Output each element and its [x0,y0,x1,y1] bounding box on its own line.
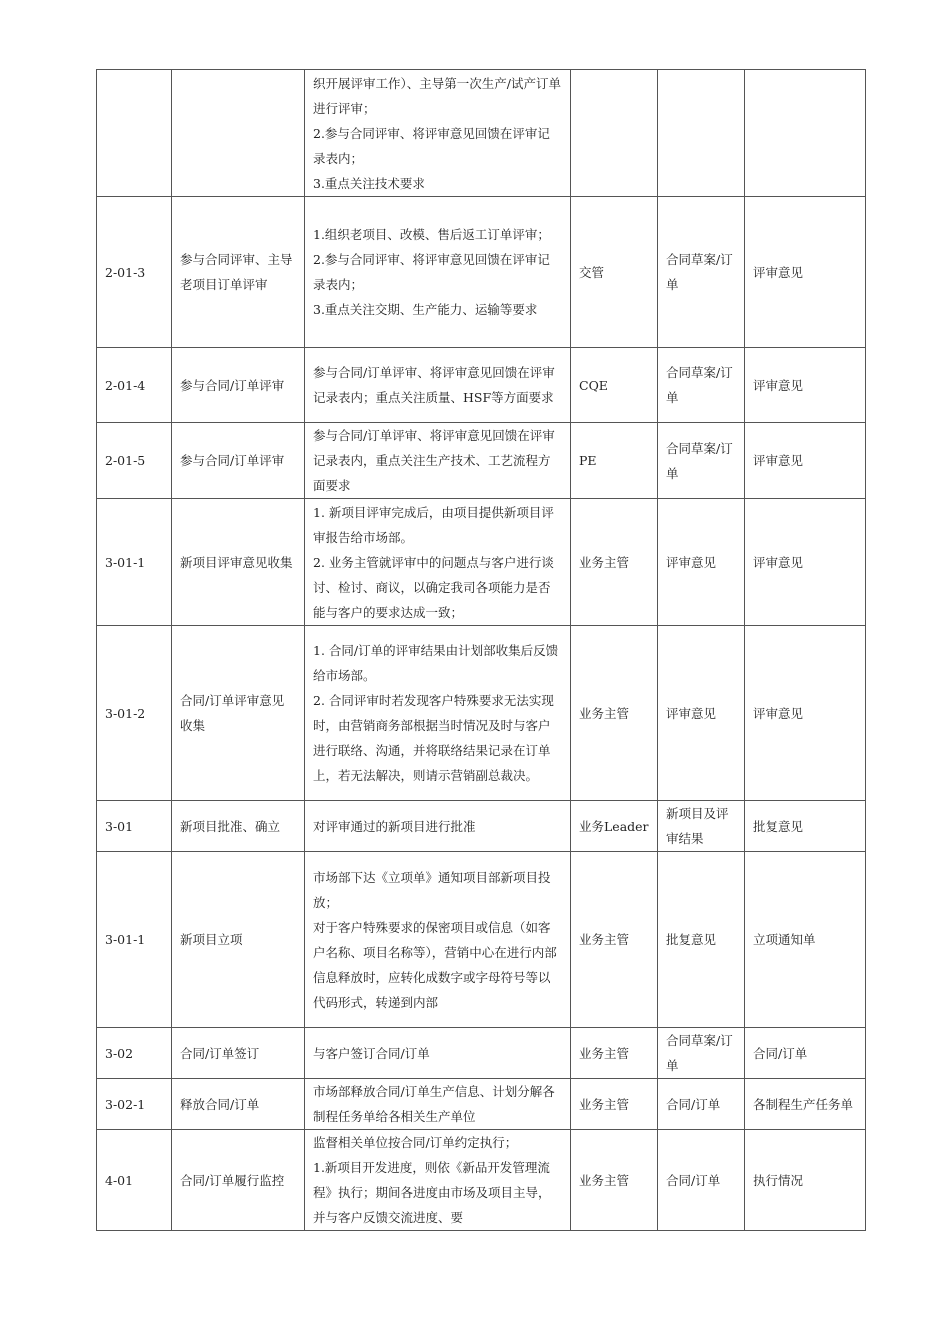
description-line: 市场部下达《立项单》通知项目部新项目投放； [313,869,551,910]
step-description-cell [305,1079,571,1130]
description-line: 与客户签订合同/订单 [313,1045,430,1061]
step-name-cell [172,70,305,197]
process-table-body [97,70,866,1231]
step-name-cell: 释放合同/订单 [172,1079,305,1130]
responsible-role-cell: PE [571,423,658,499]
step-description-cell [305,1130,571,1231]
step-name-cell: 合同/订单签订 [172,1028,305,1079]
input-doc-cell: 合同/订单 [658,1079,745,1130]
output-doc-cell: 各制程生产任务单 [745,1079,866,1130]
process-table [96,69,866,1231]
table-row [97,348,866,423]
step-description-cell [305,852,571,1028]
input-doc-cell: 合同草案/订单 [658,348,745,423]
description-line: 1. 合同/订单的评审结果由计划部收集后反馈给市场部。 [313,643,559,683]
input-doc-cell: 评审意见 [658,626,745,801]
step-description-cell [305,499,571,626]
input-doc-cell [658,70,745,197]
table-row [97,70,866,197]
step-description-cell [305,801,571,852]
responsible-role-cell: 业务Leader [571,801,658,852]
description-line: 1. 新项目评审完成后，由项目提供新项目评审报告给市场部。 [313,504,554,545]
responsible-role-cell: 交管 [571,197,658,348]
responsible-role-cell: 业务主管 [571,626,658,801]
description-line: 对于客户特殊要求的保密项目或信息（如客户名称、项目名称等），营销中心在进行内部信息释放时，应转化成数字或字母符号等以代码形式，转递到内部 [313,919,557,1010]
step-description-cell [305,197,571,348]
table-row [97,423,866,499]
input-doc-cell: 合同草案/订单 [658,197,745,348]
input-doc-cell: 新项目及评审结果 [658,801,745,852]
table-row [97,1028,866,1079]
description-line: 市场部释放合同/订单生产信息、计划分解各制程任务单给各相关生产单位 [313,1084,555,1124]
step-code-cell [97,70,172,197]
step-description-cell [305,348,571,423]
description-line: 2. 业务主管就评审中的问题点与客户进行谈讨、检讨、商议，以确定我司各项能力是否能与客户的要求达成一致； [313,554,554,620]
responsible-role-cell: 业务主管 [571,852,658,1028]
step-name-cell: 合同/订单履行监控 [172,1130,305,1231]
description-line: 参与合同/订单评审、将评审意见回馈在评审记录表内，重点关注生产技术、工艺流程方面要求 [313,428,555,493]
output-doc-cell: 评审意见 [745,499,866,626]
description-line: 2. 合同评审时若发现客户特殊要求无法实现时，由营销商务部根据当时情况及时与客户进行联络、沟通，并将联络结果记录在订单上，若无法解决，则请示营销副总裁决。 [313,693,554,783]
step-description-cell [305,626,571,801]
input-doc-cell: 批复意见 [658,852,745,1028]
description-line: 1.组织老项目、改模、售后返工订单评审； [313,227,550,242]
input-doc-cell: 合同草案/订单 [658,423,745,499]
step-name-cell: 新项目评审意见收集 [172,499,305,626]
table-row [97,801,866,852]
step-code-cell: 3-02 [97,1028,172,1079]
table-row [97,852,866,1028]
table-row [97,197,866,348]
responsible-role-cell: 业务主管 [571,499,658,626]
step-code-cell: 4-01 [97,1130,172,1231]
step-code-cell: 3-02-1 [97,1079,172,1130]
step-name-cell: 参与合同/订单评审 [172,348,305,423]
step-code-cell: 2-01-4 [97,348,172,423]
step-name-cell: 参与合同评审、主导老项目订单评审 [172,197,305,348]
table-row [97,626,866,801]
input-doc-cell: 评审意见 [658,499,745,626]
description-line: 织开展评审工作）、主导第一次生产/试产订单进行评审； [313,75,561,116]
input-doc-cell: 合同/订单 [658,1130,745,1231]
responsible-role-cell: 业务主管 [571,1130,658,1231]
step-code-cell: 3-01-2 [97,626,172,801]
description-line: 1.新项目开发进度，则依《新品开发管理流程》执行；期间各进度由市场及项目主导，并与客户反馈交流进度、要 [313,1160,551,1225]
output-doc-cell: 合同/订单 [745,1028,866,1079]
step-code-cell: 3-01-1 [97,499,172,626]
step-name-cell: 新项目立项 [172,852,305,1028]
table-row [97,499,866,626]
output-doc-cell [745,70,866,197]
step-name-cell: 合同/订单评审意见收集 [172,626,305,801]
responsible-role-cell: CQE [571,348,658,423]
step-description-cell [305,423,571,499]
output-doc-cell: 立项通知单 [745,852,866,1028]
description-line: 2.参与合同评审、将评审意见回馈在评审记录表内； [313,252,550,292]
description-line: 2.参与合同评审、将评审意见回馈在评审记录表内； [313,125,550,166]
step-code-cell: 3-01-1 [97,852,172,1028]
description-line: 对评审通过的新项目进行批准 [313,818,476,834]
step-description-cell [305,70,571,197]
step-name-cell: 新项目批准、确立 [172,801,305,852]
responsible-role-cell: 业务主管 [571,1028,658,1079]
description-line: 参与合同/订单评审、将评审意见回馈在评审记录表内；重点关注质量、HSF等方面要求 [313,365,555,405]
output-doc-cell: 评审意见 [745,423,866,499]
responsible-role-cell [571,70,658,197]
output-doc-cell: 评审意见 [745,348,866,423]
description-line: 3.重点关注交期、生产能力、运输等要求 [313,302,538,317]
step-code-cell: 2-01-5 [97,423,172,499]
step-code-cell: 3-01 [97,801,172,852]
responsible-role-cell: 业务主管 [571,1079,658,1130]
step-description-cell [305,1028,571,1079]
input-doc-cell: 合同草案/订单 [658,1028,745,1079]
step-name-cell: 参与合同/订单评审 [172,423,305,499]
table-row [97,1130,866,1231]
output-doc-cell: 评审意见 [745,626,866,801]
step-code-cell: 2-01-3 [97,197,172,348]
table-row [97,1079,866,1130]
description-line: 监督相关单位按合同/订单约定执行； [313,1135,518,1150]
output-doc-cell: 执行情况 [745,1130,866,1231]
output-doc-cell: 评审意见 [745,197,866,348]
description-line: 3.重点关注技术要求 [313,175,425,191]
output-doc-cell: 批复意见 [745,801,866,852]
